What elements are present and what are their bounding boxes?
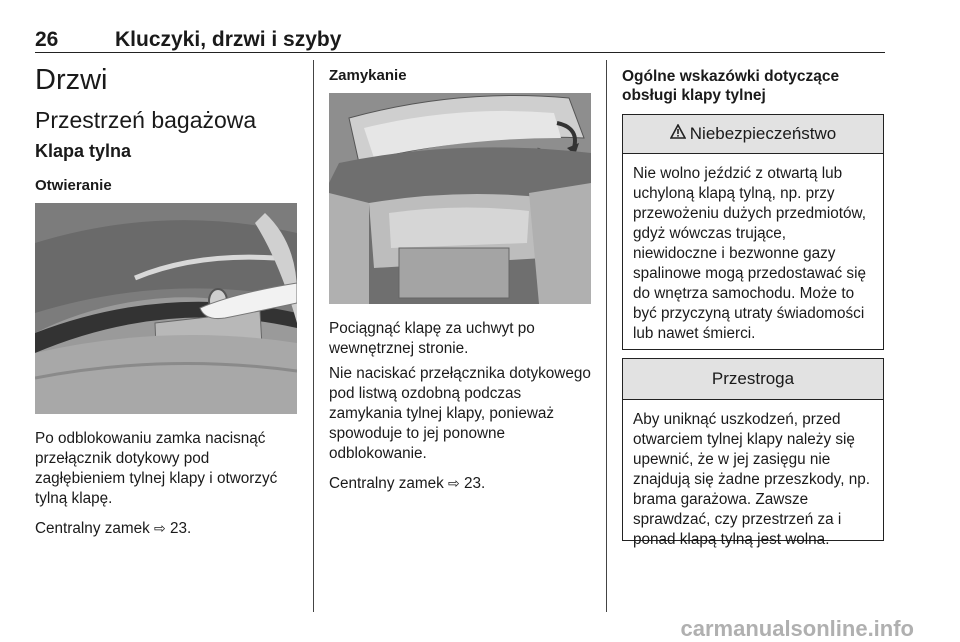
opening-instructions xyxy=(35,429,297,548)
tailgate-opening-image xyxy=(35,203,297,414)
danger-notice xyxy=(622,114,884,350)
section-title: Przestrzeń bagażowa xyxy=(35,107,257,133)
danger-header xyxy=(623,115,883,154)
central-lock-reference[interactable] xyxy=(35,518,297,539)
general-notes-title: Ogólne wskazówki dotyczące obsługi klapy tylnej xyxy=(622,68,840,104)
column-divider-2 xyxy=(606,60,607,612)
caution-notice xyxy=(622,358,884,548)
topic-title-opening: Otwieranie xyxy=(35,177,112,194)
caution-header xyxy=(623,359,883,400)
tailgate-closing-image xyxy=(329,93,591,304)
page-number: 26 xyxy=(35,28,59,51)
caution-text: Aby uniknąć uszkodzeń, przed otwarciem tylnej klapy należy się upewnić, że w jej zasięgu nie znajdują się żadne przeszkody, np. brama garażowa. Zawsze sprawdzać, czy przestrzeń za i ponad klapą tylną jest wolna. xyxy=(633,411,870,548)
reference-label: Centralny zamek xyxy=(35,520,150,537)
central-lock-reference-2[interactable] xyxy=(329,473,591,494)
closing-instructions xyxy=(329,319,591,503)
page-reference-arrow-icon: ⇨ xyxy=(154,520,166,536)
closing-paragraph-1: Pociągnąć klapę za uchwyt po wewnętrznej stronie. xyxy=(329,320,535,357)
reference-label-2: Centralny zamek xyxy=(329,475,444,492)
page-title: Drzwi xyxy=(35,64,108,96)
closing-paragraph-2: Nie naciskać przełącznika dotykowego pod listwą ozdobną podczas zamykania tylnej klapy, ponieważ spowoduje to jej ponowne odblokowanie. xyxy=(329,365,591,462)
tailgate-closing-illustration xyxy=(329,93,591,304)
warning-triangle-icon xyxy=(670,124,686,144)
tailgate-opening-illustration xyxy=(35,203,297,414)
caution-heading: Przestroga xyxy=(711,369,795,388)
page-reference-arrow-icon: ⇨ xyxy=(448,475,460,491)
column-divider-1 xyxy=(313,60,314,612)
opening-paragraph: Po odblokowaniu zamka nacisnąć przełącznik dotykowy pod zagłębieniem tylnej klapy i otworzyć tylną klapę. xyxy=(35,430,278,507)
topic-title-closing: Zamykanie xyxy=(329,67,407,84)
danger-text: Nie wolno jeździć z otwartą lub uchyloną klapą tylną, np. przy przewożeniu dużych przedmiotów, gdyż wówczas trujące, niewidoczne i bezwonne gazy spalinowe mogą przedostawać się do wnętrza samochodu. Może to być przyczyną utraty świadomości lub nawet śmierci. xyxy=(633,165,866,342)
reference-page: 23. xyxy=(170,520,192,537)
chapter-title: Kluczyki, drzwi i szyby xyxy=(115,28,342,51)
header-rule xyxy=(35,52,885,53)
watermark: carmanualsonline.info xyxy=(680,616,914,641)
reference-page-2: 23. xyxy=(464,475,486,492)
danger-heading: Niebezpieczeństwo xyxy=(689,124,837,143)
subsection-title: Klapa tylna xyxy=(35,141,132,161)
